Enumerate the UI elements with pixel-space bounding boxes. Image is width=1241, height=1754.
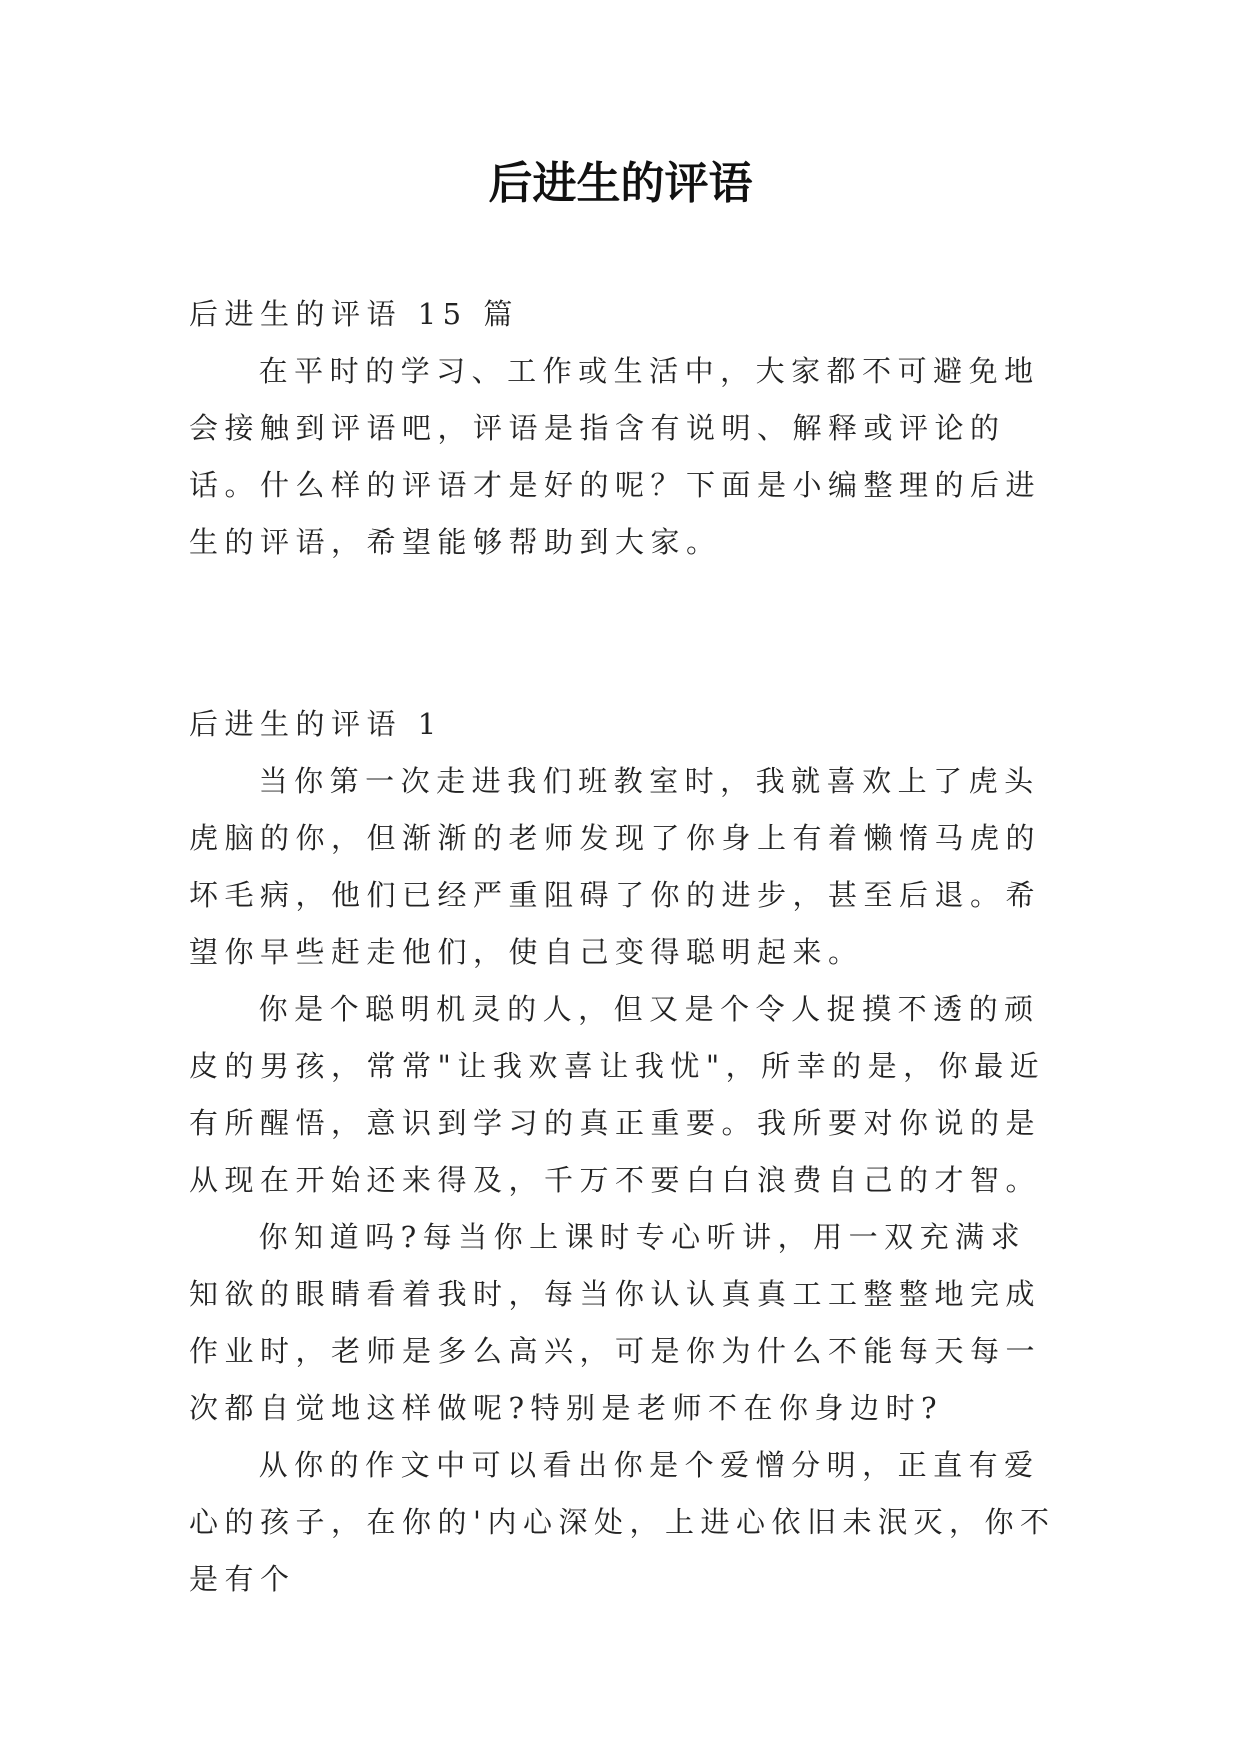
section-paragraph-4: 从你的作文中可以看出你是个爱憎分明，正直有爱心的孩子，在你的'内心深处，上进心依旧未泯灭，你不是有个 [189,1448,1056,1596]
section-heading: 后进生的评语 1 [189,707,443,741]
document-subtitle: 后进生的评语 15 篇 [189,297,519,331]
section-1 [189,696,1059,1608]
section-paragraph-1: 当你第一次走进我们班教室时，我就喜欢上了虎头虎脑的你，但渐渐的老师发现了你身上有着懒惰马虎的坏毛病，他们已经严重阻碍了你的进步，甚至后退。希望你早些赶走他们，使自己变得聪明起来。 [189,764,1042,969]
intro-block [189,286,1059,571]
intro-paragraph: 在平时的学习、工作或生活中，大家都不可避免地会接触到评语吧，评语是指含有说明、解释或评论的话。什么样的评语才是好的呢？下面是小编整理的后进生的评语，希望能够帮助到大家。 [189,354,1042,559]
section-paragraph-2: 你是个聪明机灵的人，但又是个令人捉摸不透的顽皮的男孩，常常"让我欢喜让我忧"，所幸的是，你最近有所醒悟，意识到学习的真正重要。我所要对你说的是从现在开始还来得及，千万不要白白浪费自己的才智。 [189,992,1046,1197]
section-paragraph-3: 你知道吗?每当你上课时专心听讲，用一双充满求知欲的眼睛看着我时，每当你认认真真工工整整地完成作业时，老师是多么高兴，可是你为什么不能每天每一次都自觉地这样做呢?特别是老师不在你身边时? [189,1220,1042,1425]
document-title: 后进生的评语 [488,158,753,209]
